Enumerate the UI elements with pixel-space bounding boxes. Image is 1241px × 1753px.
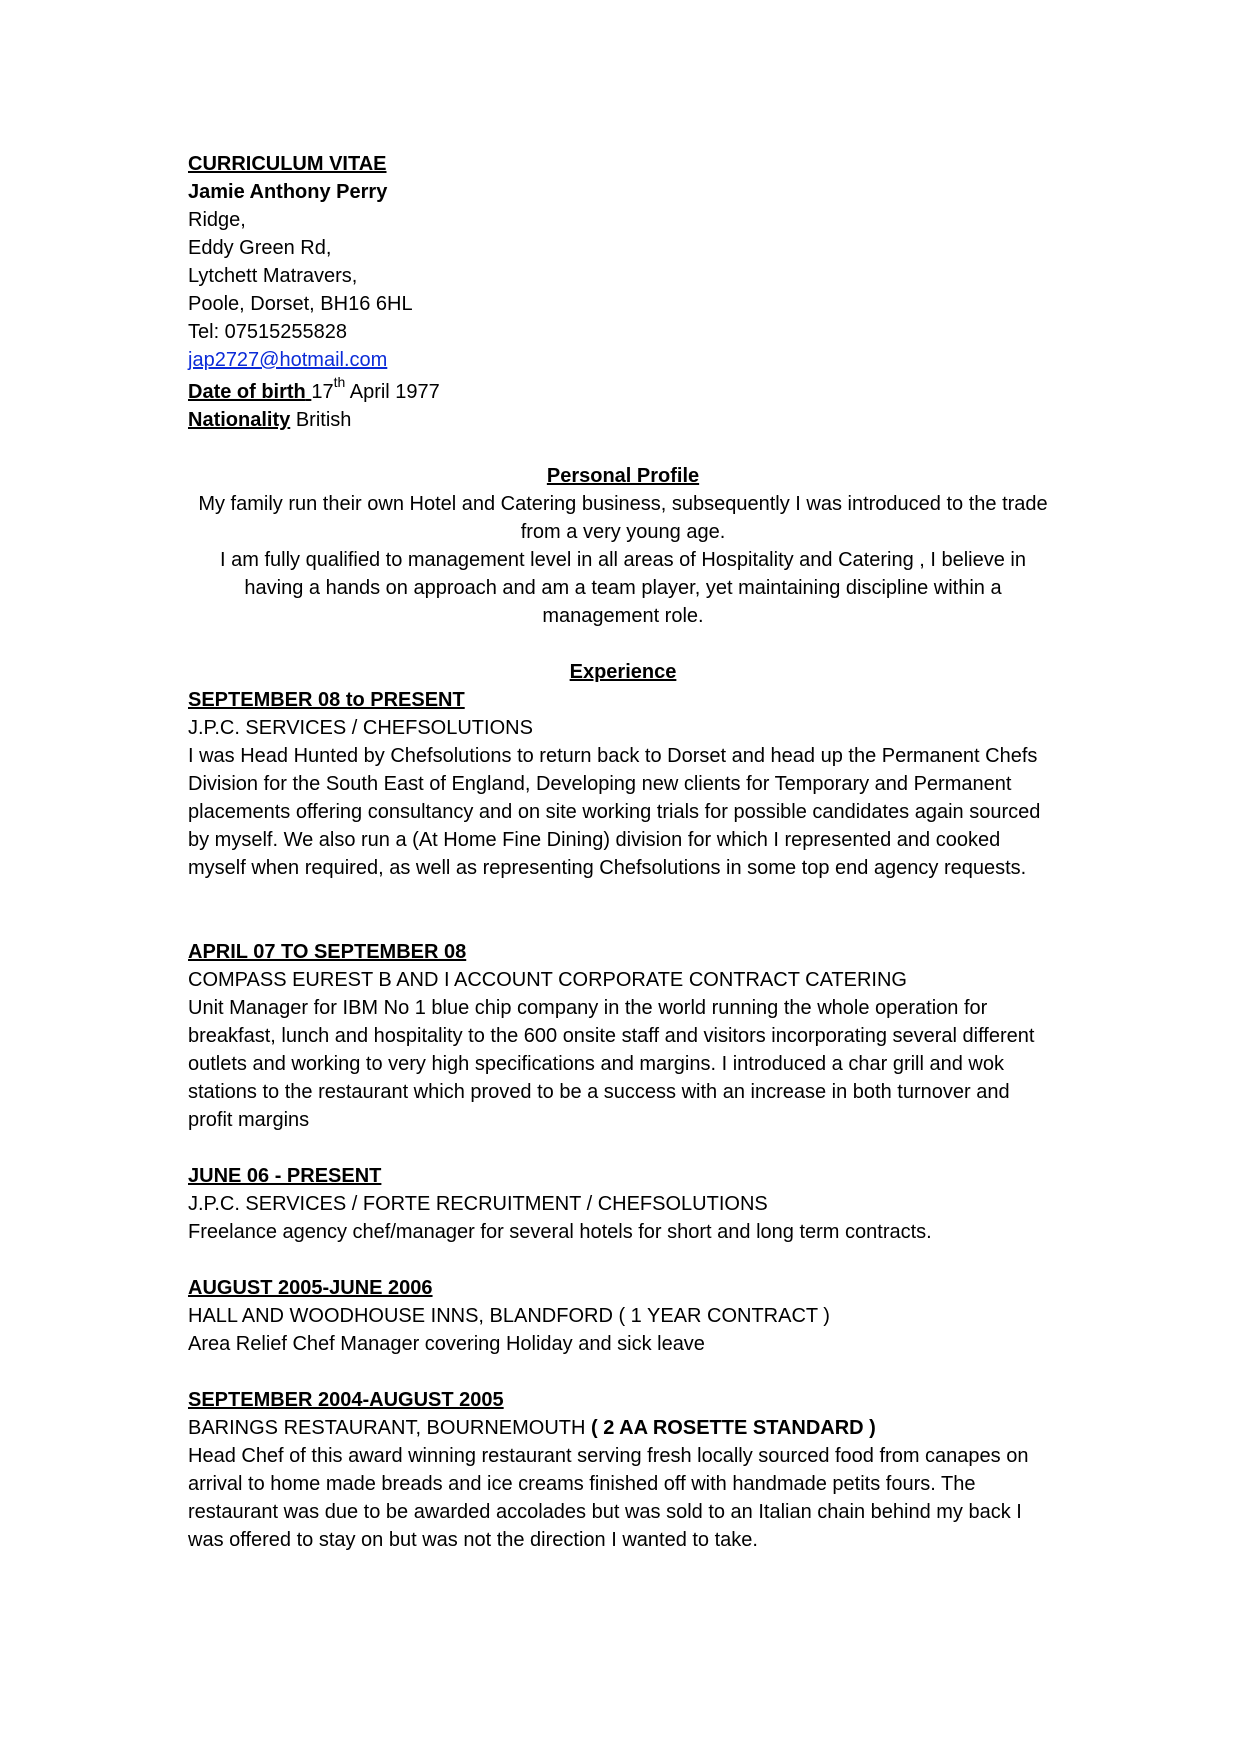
job-period: SEPTEMBER 08 to PRESENT — [188, 689, 465, 711]
job-entry — [188, 1274, 1058, 1358]
job-employer: COMPASS EUREST B AND I ACCOUNT CORPORATE CONTRACT CATERING — [188, 969, 907, 991]
dob-day: 17 — [311, 381, 334, 403]
telephone: Tel: 07515255828 — [188, 321, 348, 343]
personal-profile-section — [188, 462, 1058, 630]
job-description: Unit Manager for IBM No 1 blue chip company in the world running the whole operation for breakfast, lunch and hospitality to the 600 onsite staff and visitors incorporating several different outlets and working to very high specifications and margins. I introduced a char grill and wok stations to the restaurant which proved to be a success with an increase in both turnover and profit margins — [188, 997, 1035, 1131]
job-entry — [188, 1386, 1058, 1554]
job-entry — [188, 1162, 1058, 1246]
cv-document — [188, 150, 1058, 1554]
nationality-value: British — [295, 409, 352, 431]
job-employer-row — [188, 1414, 1058, 1442]
date-of-birth-row — [188, 374, 1058, 406]
job-entry — [188, 938, 1058, 1134]
profile-paragraph-1: My family run their own Hotel and Catering business, subsequently I was introduced to the trade from a very young age. — [198, 493, 1048, 543]
job-description: Head Chef of this award winning restaurant serving fresh locally sourced food from canapes on arrival to home made breads and ice creams finished off with handmade petits fours. The restaurant was due to be awarded accolades but was sold to an Italian chain behind my back I was offered to stay on but was not the direction I wanted to take. — [188, 1445, 1029, 1551]
job-employer: J.P.C. SERVICES / FORTE RECRUITMENT / CHEFSOLUTIONS — [188, 1193, 768, 1215]
candidate-name: Jamie Anthony Perry — [188, 181, 388, 203]
job-description: Freelance agency chef/manager for several hotels for short and long term contracts. — [188, 1221, 932, 1243]
dob-suffix: th — [333, 374, 346, 391]
address-line-2: Eddy Green Rd, — [188, 237, 332, 259]
job-rosette-standard: ( 2 AA ROSETTE STANDARD ) — [591, 1417, 876, 1439]
personal-profile-heading: Personal Profile — [546, 465, 700, 487]
profile-paragraph-2: I am fully qualified to management level in all areas of Hospitality and Catering , I believe in having a hands on approach and am a team player, yet maintaining discipline within a management role. — [220, 549, 1026, 627]
dob-month-year: April 1977 — [349, 381, 440, 403]
nationality-row — [188, 406, 1058, 434]
job-employer: HALL AND WOODHOUSE INNS, BLANDFORD ( 1 YEAR CONTRACT ) — [188, 1305, 830, 1327]
job-employer: BARINGS RESTAURANT, BOURNEMOUTH — [188, 1417, 591, 1439]
address-line-1: Ridge, — [188, 209, 246, 231]
job-description: Area Relief Chef Manager covering Holiday and sick leave — [188, 1333, 705, 1355]
job-period: AUGUST 2005-JUNE 2006 — [188, 1277, 433, 1299]
job-period: SEPTEMBER 2004-AUGUST 2005 — [188, 1389, 504, 1411]
address-line-4: Poole, Dorset, BH16 6HL — [188, 293, 413, 315]
job-period: JUNE 06 - PRESENT — [188, 1165, 382, 1187]
job-period: APRIL 07 TO SEPTEMBER 08 — [188, 941, 467, 963]
job-description: I was Head Hunted by Chefsolutions to return back to Dorset and head up the Permanent Chefs Division for the South East of England, Developing new clients for Temporary and Permanent placements offering consultancy and on site working trials for possible candidates again sourced by myself. We also run a (At Home Fine Dining) division for which I represented and cooked myself when required, as well as representing Chefsolutions in some top end agency requests. — [188, 745, 1041, 879]
document-title: CURRICULUM VITAE — [188, 153, 387, 175]
job-entry — [188, 686, 1058, 882]
job-employer: J.P.C. SERVICES / CHEFSOLUTIONS — [188, 717, 533, 739]
address-line-3: Lytchett Matravers, — [188, 265, 358, 287]
email-link[interactable]: jap2727@hotmail.com — [188, 349, 388, 371]
nationality-label: Nationality — [188, 409, 291, 431]
experience-heading: Experience — [569, 661, 677, 683]
dob-label: Date of birth — [188, 381, 306, 403]
